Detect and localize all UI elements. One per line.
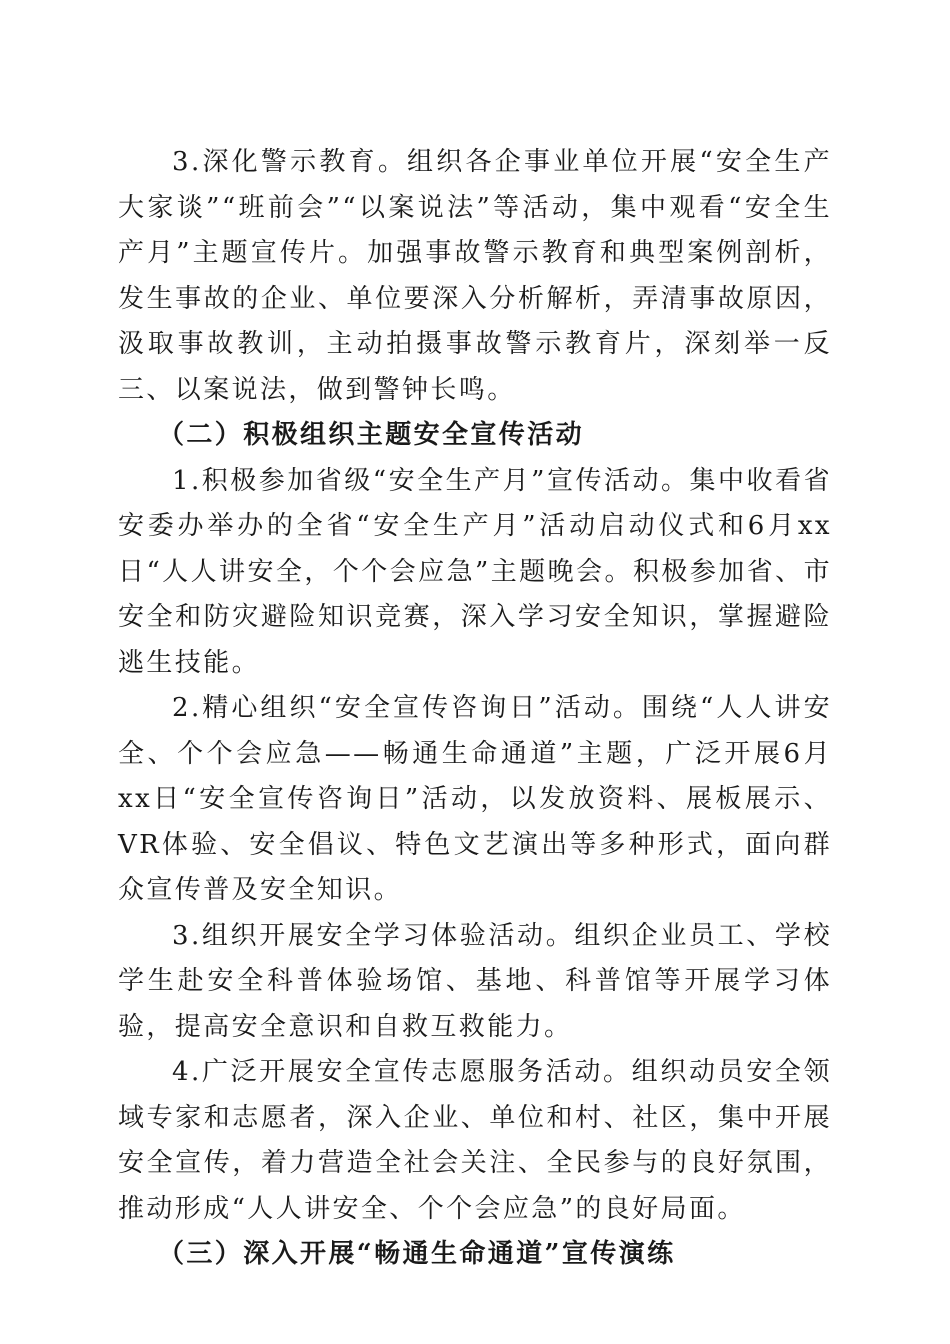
section-heading-3: （三）深入开展“畅通生命通道”宣传演练 [158, 1239, 676, 1269]
section-heading-2: （二）积极组织主题安全宣传活动 [158, 420, 585, 450]
paragraph-volunteer-service: 4.广泛开展安全宣传志愿服务活动。组织动员安全领域专家和志愿者，深入企业、单位和村、社区，集中开展安全宣传，着力营造全社会关注、全民参与的良好氛围，推动形成“人人讲安全、个个会应急”的良好局面。 [118, 1057, 832, 1224]
document-body [118, 140, 832, 1278]
paragraph-learning-experience: 3.组织开展安全学习体验活动。组织企业员工、学校学生赴安全科普体验场馆、基地、科普馆等开展学习体验，提高安全意识和自救互救能力。 [118, 920, 832, 1042]
paragraph-provincial-activity: 1.积极参加省级“安全生产月”宣传活动。集中收看省安委办举办的全省“安全生产月”活动启动仪式和6月xx日“人人讲安全，个个会应急”主题晚会。积极参加省、市安全和防灾避险知识竞赛，深入学习安全知识，掌握避险逃生技能。 [118, 465, 832, 678]
paragraph-consultation-day: 2.精心组织“安全宣传咨询日”活动。围绕“人人讲安全、个个会应急——畅通生命通道”主题，广泛开展6月xx日“安全宣传咨询日”活动，以发放资料、展板展示、VR体验、安全倡议、特色文艺演出等多种形式，面向群众宣传普及安全知识。 [118, 693, 832, 905]
paragraph-warning-education: 3.深化警示教育。组织各企事业单位开展“安全生产大家谈”“班前会”“以案说法”等活动，集中观看“安全生产月”主题宣传片。加强事故警示教育和典型案例剖析，发生事故的企业、单位要深入分析解析，弄清事故原因，汲取事故教训，主动拍摄事故警示教育片，深刻举一反三、以案说法，做到警钟长鸣。 [118, 147, 832, 405]
